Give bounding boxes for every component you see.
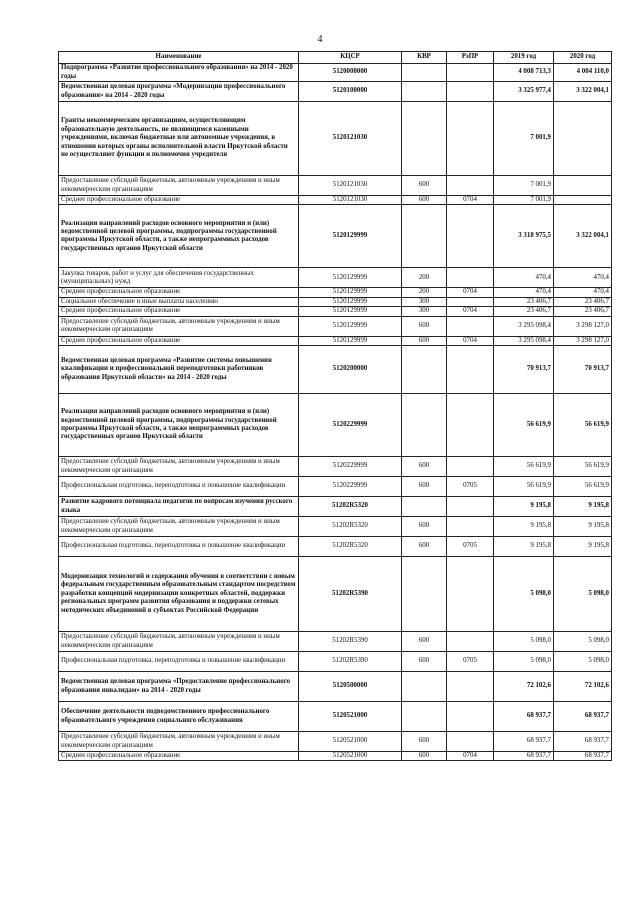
- table-row: [59, 702, 612, 732]
- cell-2019: 5 098,0: [494, 632, 554, 652]
- cell-rzpr: [447, 517, 494, 537]
- cell-name: Предоставление субсидий бюджетным, автономным учреждениям и иным некоммерческим организациям: [59, 632, 299, 652]
- budget-table: [58, 51, 612, 761]
- cell-rzpr: [447, 672, 494, 702]
- cell-2019: 56 619,9: [494, 457, 554, 477]
- table-row: [59, 102, 612, 176]
- cell-rzpr: 0704: [447, 307, 494, 316]
- cell-kcsr: 5120229999: [299, 477, 402, 497]
- cell-name: Предоставление субсидий бюджетным, автономным учреждениям и иным некоммерческим организациям: [59, 176, 299, 196]
- table-row: [59, 82, 612, 102]
- cell-rzpr: [447, 632, 494, 652]
- table-row: [59, 394, 612, 457]
- cell-kcsr: 5120000000: [299, 64, 402, 82]
- cell-rzpr: [447, 176, 494, 196]
- cell-rzpr: [447, 394, 494, 457]
- cell-2019: 56 619,9: [494, 394, 554, 457]
- cell-kvr: 600: [402, 316, 447, 336]
- table-row: [59, 196, 612, 205]
- cell-2020: 56 619,9: [554, 477, 612, 497]
- cell-2020: 56 619,9: [554, 394, 612, 457]
- cell-2019: 72 102,6: [494, 672, 554, 702]
- table-row: [59, 652, 612, 672]
- table-row: [59, 477, 612, 497]
- cell-kcsr: 5120129999: [299, 268, 402, 288]
- table-row: [59, 336, 612, 345]
- cell-2019: 7 001,9: [494, 176, 554, 196]
- cell-2019: 3 325 977,4: [494, 82, 554, 102]
- cell-rzpr: 0704: [447, 752, 494, 761]
- cell-rzpr: [447, 557, 494, 632]
- cell-kvr: 300: [402, 297, 447, 306]
- table-row: [59, 557, 612, 632]
- cell-2020: 56 619,9: [554, 457, 612, 477]
- table-row: [59, 316, 612, 336]
- cell-name: Среднее профессиональное образование: [59, 752, 299, 761]
- cell-kcsr: 51202R5320: [299, 517, 402, 537]
- table-row: [59, 297, 612, 306]
- cell-kcsr: 51202R5390: [299, 557, 402, 632]
- cell-kcsr: 5120100000: [299, 82, 402, 102]
- cell-2020: 3 322 004,1: [554, 82, 612, 102]
- cell-rzpr: [447, 346, 494, 394]
- table-row: [59, 457, 612, 477]
- cell-2020: 3 322 004,1: [554, 205, 612, 268]
- cell-kcsr: 51202R5320: [299, 537, 402, 557]
- cell-2019: 68 937,7: [494, 702, 554, 732]
- cell-name: Предоставление субсидий бюджетным, автономным учреждениям и иным некоммерческим организациям: [59, 517, 299, 537]
- cell-name: Среднее профессиональное образование: [59, 288, 299, 297]
- cell-2019: 56 619,9: [494, 477, 554, 497]
- cell-2020: 70 913,7: [554, 346, 612, 394]
- cell-2020: 5 098,0: [554, 652, 612, 672]
- cell-name: Предоставление субсидий бюджетным, автономным учреждениям и иным некоммерческим организациям: [59, 316, 299, 336]
- cell-2020: 470,4: [554, 288, 612, 297]
- table-row: [59, 632, 612, 652]
- cell-kcsr: 5120129999: [299, 288, 402, 297]
- cell-2020: [554, 196, 612, 205]
- header-2020: 2020 год: [554, 52, 612, 64]
- cell-2020: 9 195,8: [554, 497, 612, 517]
- cell-kvr: [402, 702, 447, 732]
- cell-kcsr: 5120229999: [299, 394, 402, 457]
- cell-rzpr: 0704: [447, 336, 494, 345]
- cell-name: Профессиональная подготовка, переподготовка и повышение квалификации: [59, 537, 299, 557]
- table-row: [59, 497, 612, 517]
- table-row: [59, 537, 612, 557]
- cell-name: Ведомственная целевая программа «Модернизация профессионального образования» на 2014 - 2020 годы: [59, 82, 299, 102]
- cell-kcsr: 5120229999: [299, 457, 402, 477]
- cell-kvr: 600: [402, 336, 447, 345]
- cell-name: Ведомственная целевая программа «Развитие системы повышения квалификации и профессиональной переподготовки работников образования Иркутской области» на 2014 - 2020 годы: [59, 346, 299, 394]
- cell-kvr: [402, 394, 447, 457]
- cell-2020: 470,4: [554, 268, 612, 288]
- cell-name: Модернизация технологий и содержания обучения в соответствии с новым федеральным государственным образовательным стандартом посредством разработки концепций модернизации конкретных областей, поддержки региональных программ развития образования и поддержки сетевых методических объединений в субъектах Российской Федерации: [59, 557, 299, 632]
- cell-name: Предоставление субсидий бюджетным, автономным учреждениям и иным некоммерческим организациям: [59, 457, 299, 477]
- cell-kvr: [402, 102, 447, 176]
- cell-2020: 68 937,7: [554, 732, 612, 752]
- cell-2019: 23 406,7: [494, 297, 554, 306]
- cell-name: Подпрограмма «Развитие профессионального образования» на 2014 - 2020 годы: [59, 64, 299, 82]
- cell-2020: 68 937,7: [554, 702, 612, 732]
- table-row: [59, 732, 612, 752]
- cell-kvr: 200: [402, 288, 447, 297]
- cell-kvr: [402, 557, 447, 632]
- table-row: [59, 346, 612, 394]
- cell-rzpr: 0705: [447, 537, 494, 557]
- cell-rzpr: [447, 82, 494, 102]
- cell-name: Развитие кадрового потенциала педагогов по вопросам изучения русского языка: [59, 497, 299, 517]
- cell-rzpr: [447, 732, 494, 752]
- table-row: [59, 268, 612, 288]
- table-row: [59, 205, 612, 268]
- cell-2019: 470,4: [494, 288, 554, 297]
- cell-name: Среднее профессиональное образование: [59, 336, 299, 345]
- header-rzpr: РзПР: [447, 52, 494, 64]
- cell-kcsr: 5120129999: [299, 336, 402, 345]
- cell-kvr: [402, 346, 447, 394]
- cell-kcsr: 5120121030: [299, 196, 402, 205]
- cell-kcsr: 5120500000: [299, 672, 402, 702]
- cell-name: Ведомственная целевая программа «Предоставление профессионального образования инвалидам» на 2014 - 2020 годы: [59, 672, 299, 702]
- cell-rzpr: [447, 497, 494, 517]
- page-number: 4: [317, 34, 323, 45]
- cell-2019: 9 195,8: [494, 497, 554, 517]
- cell-name: Профессиональная подготовка, переподготовка и повышение квалификации: [59, 477, 299, 497]
- cell-kvr: [402, 82, 447, 102]
- cell-kvr: 600: [402, 732, 447, 752]
- cell-kvr: 600: [402, 652, 447, 672]
- cell-2020: 9 195,8: [554, 517, 612, 537]
- cell-kvr: 600: [402, 176, 447, 196]
- cell-rzpr: 0705: [447, 652, 494, 672]
- cell-2020: 3 298 127,0: [554, 316, 612, 336]
- table-body: [59, 64, 612, 761]
- cell-kcsr: 51202R5390: [299, 652, 402, 672]
- cell-name: Профессиональная подготовка, переподготовка и повышение квалификации: [59, 652, 299, 672]
- cell-rzpr: [447, 702, 494, 732]
- cell-kvr: 600: [402, 517, 447, 537]
- cell-kcsr: 5120521000: [299, 732, 402, 752]
- cell-kvr: [402, 497, 447, 517]
- cell-kcsr: 5120521000: [299, 702, 402, 732]
- cell-kcsr: 51202R5320: [299, 497, 402, 517]
- header-name: Наименование: [59, 52, 299, 64]
- cell-kcsr: 5120121030: [299, 176, 402, 196]
- cell-2019: 3 295 098,4: [494, 336, 554, 345]
- cell-rzpr: [447, 102, 494, 176]
- cell-2020: [554, 176, 612, 196]
- cell-2020: 5 098,0: [554, 632, 612, 652]
- cell-kcsr: 5120521000: [299, 752, 402, 761]
- cell-rzpr: 0704: [447, 288, 494, 297]
- table-row: [59, 64, 612, 82]
- cell-2020: [554, 102, 612, 176]
- cell-2019: 4 008 713,3: [494, 64, 554, 82]
- cell-2020: 5 098,0: [554, 557, 612, 632]
- table-row: [59, 752, 612, 761]
- cell-2020: 72 102,6: [554, 672, 612, 702]
- header-2019: 2019 год: [494, 52, 554, 64]
- table-row: [59, 176, 612, 196]
- cell-name: Реализация направлений расходов основного мероприятия и (или) ведомственной целевой программы, подпрограммы государственной программы Иркутской области, а также непрограммных расходов государственных органов Иркутской области: [59, 205, 299, 268]
- cell-rzpr: [447, 316, 494, 336]
- cell-name: Закупка товаров, работ и услуг для обеспечения государственных (муниципальных) нужд: [59, 268, 299, 288]
- cell-2020: 4 004 110,0: [554, 64, 612, 82]
- cell-kcsr: 51202R5390: [299, 632, 402, 652]
- table-row: [59, 307, 612, 316]
- cell-kcsr: 5120200000: [299, 346, 402, 394]
- cell-name: Социальное обеспечение и иные выплаты населению: [59, 297, 299, 306]
- cell-name: Предоставление субсидий бюджетным, автономным учреждениям и иным некоммерческим организациям: [59, 732, 299, 752]
- cell-rzpr: [447, 205, 494, 268]
- cell-kvr: [402, 64, 447, 82]
- cell-rzpr: [447, 457, 494, 477]
- cell-kcsr: 5120129999: [299, 307, 402, 316]
- cell-name: Гранты некоммерческим организациям, осуществляющим образовательную деятельность, не являющимся казенными учреждениями, включая бюджетные или автономные учреждения, в отношении которых органы исполнительной власти Иркутской области не осуществляют функции и полномочия учредителя: [59, 102, 299, 176]
- cell-kvr: 600: [402, 752, 447, 761]
- cell-kvr: [402, 672, 447, 702]
- cell-2019: 70 913,7: [494, 346, 554, 394]
- cell-2019: 470,4: [494, 268, 554, 288]
- cell-2019: 68 937,7: [494, 752, 554, 761]
- cell-name: Обеспечение деятельности подведомственного профессионального образовательного учреждения социального обслуживания: [59, 702, 299, 732]
- cell-kvr: 600: [402, 537, 447, 557]
- cell-kvr: 600: [402, 477, 447, 497]
- table-row: [59, 517, 612, 537]
- cell-name: Среднее профессиональное образование: [59, 307, 299, 316]
- cell-2019: 7 001,9: [494, 196, 554, 205]
- cell-kcsr: 5120121030: [299, 102, 402, 176]
- cell-kcsr: 5120129999: [299, 205, 402, 268]
- table-row: [59, 672, 612, 702]
- cell-kvr: 600: [402, 196, 447, 205]
- header-kcsr: КЦСР: [299, 52, 402, 64]
- cell-rzpr: [447, 64, 494, 82]
- cell-2020: 9 195,8: [554, 537, 612, 557]
- cell-2019: 23 406,7: [494, 307, 554, 316]
- cell-kvr: 300: [402, 307, 447, 316]
- cell-rzpr: [447, 268, 494, 288]
- cell-kvr: 200: [402, 268, 447, 288]
- header-kvr: КВР: [402, 52, 447, 64]
- cell-2020: 68 937,7: [554, 752, 612, 761]
- cell-kvr: [402, 205, 447, 268]
- cell-2019: 9 195,8: [494, 517, 554, 537]
- cell-kvr: 600: [402, 457, 447, 477]
- cell-2020: 23 406,7: [554, 297, 612, 306]
- cell-2019: 68 937,7: [494, 732, 554, 752]
- cell-name: Среднее профессиональное образование: [59, 196, 299, 205]
- cell-kvr: 600: [402, 632, 447, 652]
- cell-2019: 9 195,8: [494, 537, 554, 557]
- cell-kcsr: 5120129999: [299, 316, 402, 336]
- cell-2019: 3 318 975,5: [494, 205, 554, 268]
- cell-2020: 23 406,7: [554, 307, 612, 316]
- cell-2019: 7 001,9: [494, 102, 554, 176]
- cell-kcsr: 5120129999: [299, 297, 402, 306]
- cell-2019: 5 098,0: [494, 652, 554, 672]
- cell-rzpr: 0704: [447, 196, 494, 205]
- cell-rzpr: [447, 297, 494, 306]
- cell-2019: 3 295 098,4: [494, 316, 554, 336]
- cell-2020: 3 298 127,0: [554, 336, 612, 345]
- cell-rzpr: 0705: [447, 477, 494, 497]
- cell-name: Реализация направлений расходов основного мероприятия и (или) ведомственной целевой программы, подпрограммы государственной программы Иркутской области, а также непрограммных расходов государственных органов Иркутской области: [59, 394, 299, 457]
- table-header-row: [59, 52, 612, 64]
- table-row: [59, 288, 612, 297]
- cell-2019: 5 098,0: [494, 557, 554, 632]
